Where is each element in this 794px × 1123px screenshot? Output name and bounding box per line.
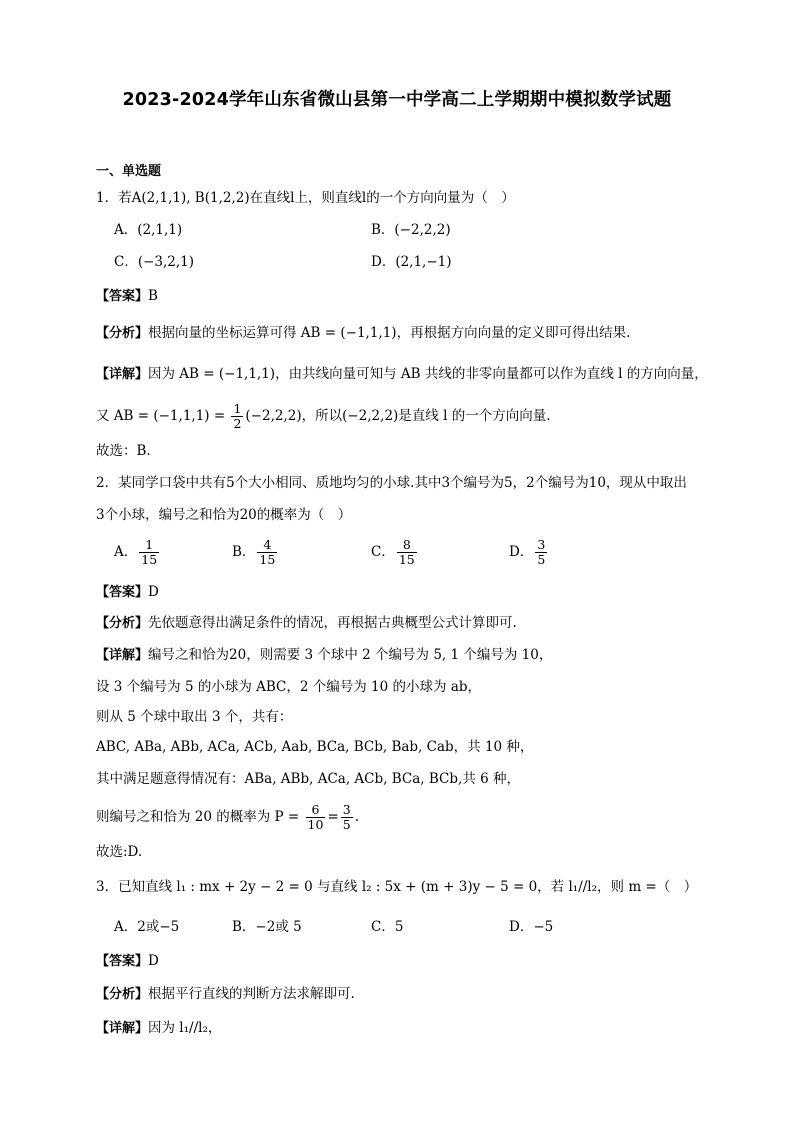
fraction-numerator: 8 (397, 538, 417, 553)
page-title: 2023-2024学年山东省微山县第一中学高二上学期期中模拟数学试题 (122, 90, 672, 110)
detail-text: 编号之和恰为20，则需要 3 个球中 2 个编号为 5, 1 个编号为 10， (148, 647, 553, 663)
q3-option-a: A．2或−5 (114, 919, 180, 935)
fraction (535, 538, 547, 567)
fraction-numerator: 4 (257, 538, 277, 553)
analysis-tag: 【分析】 (96, 987, 149, 1002)
q2-stem-line-2: 3个小球，编号之和恰为20的概率为（ ） (96, 507, 352, 523)
q2-conclusion: 故选:D. (96, 844, 143, 860)
option-label: A． (114, 544, 138, 560)
option-label: B． (232, 544, 256, 560)
q3-option-c: C．5 (371, 919, 404, 935)
q2-detail-line-1 (96, 645, 552, 666)
q1-option-b: B．(−2,2,2) (371, 222, 451, 238)
analysis-text: 根据平行直线的判断方法求解即可. (148, 986, 355, 1002)
q3-analysis-line (96, 984, 355, 1005)
q2-analysis-line (96, 613, 517, 634)
fraction-denominator: 15 (259, 552, 276, 567)
q1-option-a: A．(2,1,1) (114, 222, 183, 238)
fraction (257, 538, 277, 567)
q3-stem: 3．已知直线 l₁ : mx + 2y − 2 = 0 与直线 l₂ : 5x + (m + 3)y − 5 = 0，若 l₁//l₂，则 m =（ ） (96, 879, 698, 895)
q2-detail-line-4: ABC, ABa, ABb, ACa, ACb, Aab, BCa, BCb, Bab, Cab，共 10 种， (96, 739, 534, 755)
q3-option-b: B．−2或 5 (232, 919, 302, 935)
q3-answer-line (96, 951, 159, 972)
detail-tag: 【详解】 (96, 1021, 149, 1036)
fraction (397, 538, 417, 567)
q2-detail-line-2: 设 3 个编号为 5 的小球为 ABC，2 个编号为 10 的小球为 ab， (96, 679, 482, 695)
q1-option-d: D．(2,1,−1) (371, 254, 452, 270)
detail-text: 则编号之和恰为 20 的概率为 P = (96, 809, 300, 825)
equals-sign: = (327, 809, 339, 825)
fraction-denominator: 2 (233, 416, 242, 431)
answer-value: D (148, 953, 159, 969)
detail-text: . (354, 809, 360, 825)
answer-value: B (148, 288, 158, 304)
option-label: C． (371, 544, 395, 560)
detail-tag: 【详解】 (96, 648, 149, 663)
q2-stem-line-1: 2．某同学口袋中共有5个大小相同、质地均匀的小球.其中3个编号为5，2个编号为10，现从中取出 (96, 475, 687, 491)
answer-tag: 【答案】 (96, 289, 149, 304)
detail-tag: 【详解】 (96, 367, 149, 382)
q2-option-d (509, 538, 549, 567)
q2-option-c (371, 538, 419, 567)
option-label: D． (509, 544, 534, 560)
q1-stem: 1．若A(2,1,1), B(1,2,2)在直线l上，则直线l的一个方向向量为（ ） (96, 190, 515, 206)
detail-text: 因为 l₁//l₂， (148, 1020, 222, 1036)
answer-value: D (148, 584, 159, 600)
q2-answer-line (96, 582, 159, 603)
detail-text: 又 AB = (−1,1,1) = (96, 408, 226, 424)
fraction-numerator: 1 (233, 401, 242, 416)
fraction-numerator: 3 (342, 802, 351, 817)
fraction-numerator: 1 (139, 538, 159, 553)
q2-option-b (232, 538, 279, 567)
section-heading: 一、单选题 (96, 164, 162, 179)
detail-text: (−2,2,2)，所以(−2,2,2)是直线 l 的一个方向向量. (245, 408, 551, 424)
fraction-denominator: 5 (342, 817, 351, 832)
q1-detail-line-2 (96, 402, 551, 431)
analysis-tag: 【分析】 (96, 326, 149, 341)
q1-analysis-line (96, 323, 630, 344)
fraction-numerator: 3 (537, 537, 546, 552)
q2-detail-line-3: 则从 5 个球中取出 3 个，共有： (96, 709, 293, 725)
fraction (139, 538, 159, 567)
fraction-numerator: 6 (306, 803, 326, 818)
fraction (231, 402, 243, 431)
answer-tag: 【答案】 (96, 585, 149, 600)
q3-option-d: D．−5 (509, 919, 554, 935)
fraction (306, 803, 326, 832)
q1-conclusion: 故选：B. (96, 443, 151, 459)
q1-option-c: C．(−3,2,1) (114, 254, 195, 270)
q1-detail-line (96, 364, 708, 385)
fraction (341, 803, 353, 832)
q1-answer-line (96, 286, 158, 307)
analysis-tag: 【分析】 (96, 616, 149, 631)
q2-detail-line-6 (96, 803, 359, 832)
q3-detail-line (96, 1018, 221, 1039)
fraction-denominator: 10 (307, 817, 324, 832)
analysis-text: 先依题意得出满足条件的情况，再根据古典概型公式计算即可. (148, 615, 517, 631)
fraction-denominator: 15 (141, 552, 158, 567)
q2-detail-line-5: 其中满足题意得情况有：ABa, ABb, ACa, ACb, BCa, BCb,共 6 种， (96, 771, 520, 787)
q2-option-a (114, 538, 161, 567)
analysis-text: 根据向量的坐标运算可得 AB = (−1,1,1)，再根据方向向量的定义即可得出结果. (148, 325, 631, 341)
detail-text: 因为 AB = (−1,1,1)，由共线向量可知与 AB 共线的非零向量都可以作为直线 l 的方向向量， (148, 366, 708, 382)
fraction-denominator: 15 (398, 552, 415, 567)
fraction-denominator: 5 (537, 552, 546, 567)
answer-tag: 【答案】 (96, 954, 149, 969)
